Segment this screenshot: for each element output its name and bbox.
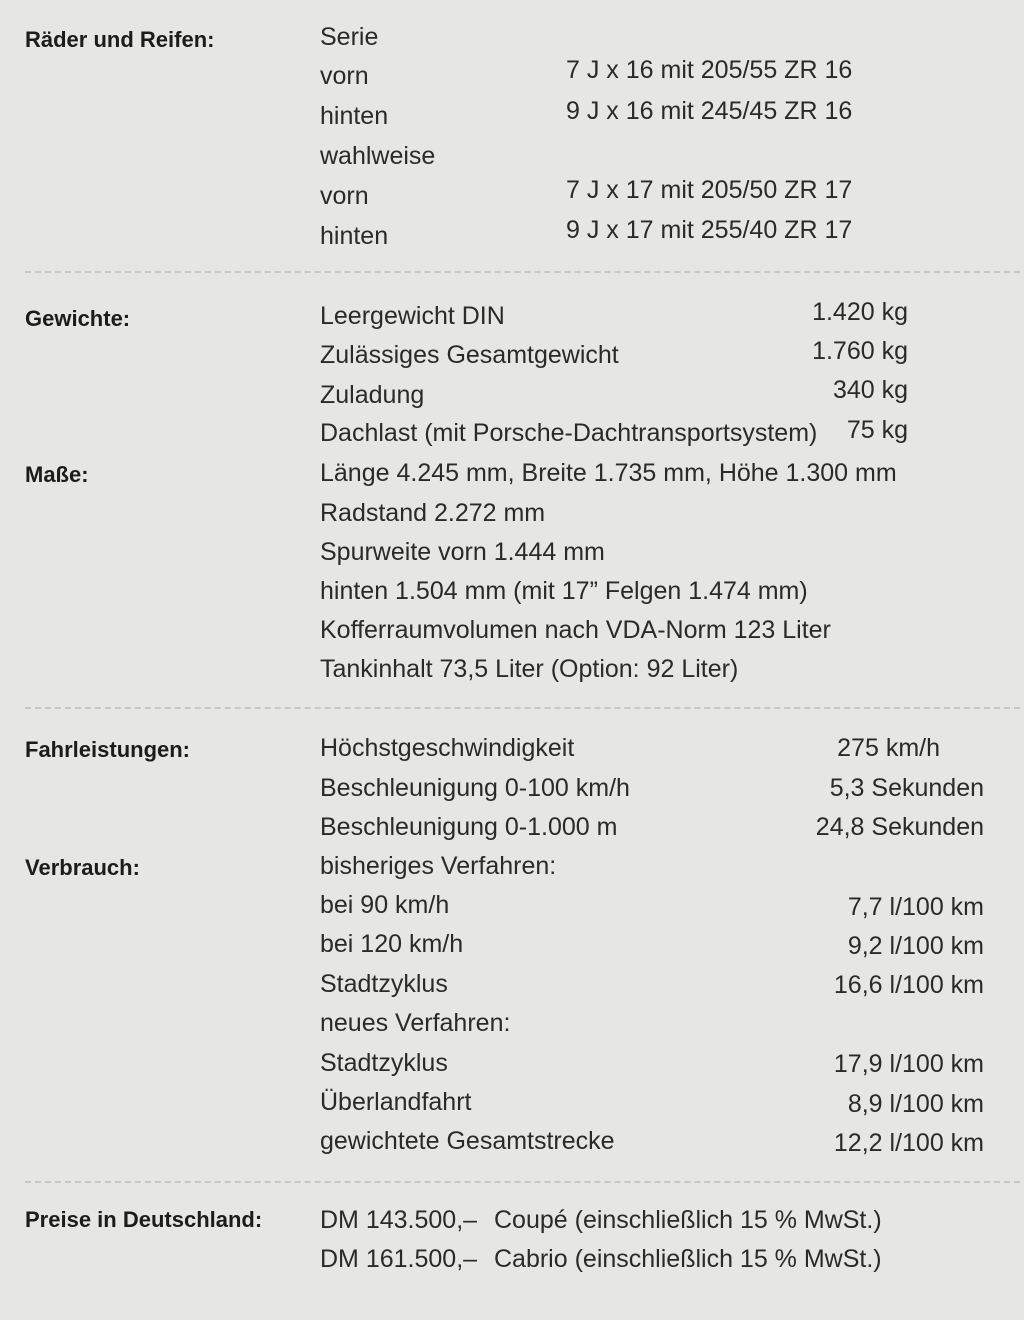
weight-name: Zuladung [320,381,425,409]
wheels-hinten-value: 9 J x 16 mit 245/45 ZR 16 [566,97,853,125]
consumption-value: 12,2 l/100 km [833,1129,984,1157]
wheels-hinten-label: hinten [320,102,389,130]
wheels-wahlweise: wahlweise [320,142,436,170]
consumption-old-heading: bisheriges Verfahren: [320,852,557,880]
consumption-name: Überlandfahrt [320,1088,472,1116]
performance-value: 275 km/h [837,734,940,762]
price-amount: DM 143.500,– [320,1206,478,1234]
weight-value: 75 kg [846,416,908,444]
section-label-performance: Fahrleistungen: [25,737,191,762]
performance-name: Beschleunigung 0-100 km/h [320,774,630,802]
consumption-new-heading: neues Verfahren: [320,1009,511,1037]
consumption-name: Stadtzyklus [320,970,448,998]
dimension-line: Kofferraumvolumen nach VDA-Norm 123 Liter [320,616,831,644]
performance-value: 24,8 Sekunden [815,813,984,841]
consumption-value: 8,9 l/100 km [847,1090,984,1118]
section-divider [25,707,1020,709]
dimension-line: Tankinhalt 73,5 Liter (Option: 92 Liter) [320,655,739,683]
weight-value: 340 kg [832,376,908,404]
consumption-value: 7,7 l/100 km [847,893,984,921]
section-label-wheels: Räder und Reifen: [25,27,215,52]
performance-name: Höchstgeschwindigkeit [320,734,575,762]
price-row [320,1206,882,1234]
consumption-name: Stadtzyklus [320,1049,448,1077]
price-description: Coupé (einschließlich 15 % MwSt.) [494,1206,882,1234]
performance-name: Beschleunigung 0-1.000 m [320,813,618,841]
weight-name: Dachlast (mit Porsche-Dachtransportsystem) [320,419,818,447]
dimension-line: Spurweite vorn 1.444 mm [320,538,605,566]
wheels-opt-vorn-label: vorn [320,182,369,210]
section-divider [25,1181,1020,1183]
price-row [320,1245,882,1273]
consumption-name: bei 90 km/h [320,891,450,919]
section-divider [25,271,1020,273]
consumption-name: gewichtete Gesamtstrecke [320,1127,615,1155]
wheels-serie: Serie [320,23,379,51]
price-amount: DM 161.500,– [320,1245,478,1273]
section-label-consumption: Verbrauch: [25,855,140,880]
wheels-vorn-label: vorn [320,62,369,90]
consumption-value: 17,9 l/100 km [833,1050,984,1078]
dimension-line: Radstand 2.272 mm [320,499,546,527]
consumption-value: 9,2 l/100 km [847,932,984,960]
wheels-vorn-value: 7 J x 16 mit 205/55 ZR 16 [566,56,853,84]
weight-value: 1.760 kg [812,337,908,365]
wheels-opt-hinten-label: hinten [320,222,389,250]
section-label-dimensions: Maße: [25,462,89,487]
weight-name: Leergewicht DIN [320,302,505,330]
dimension-line: hinten 1.504 mm (mit 17” Felgen 1.474 mm) [320,577,808,605]
section-label-weights: Gewichte: [25,306,131,331]
price-description: Cabrio (einschließlich 15 % MwSt.) [494,1245,882,1273]
wheels-opt-vorn-value: 7 J x 17 mit 205/50 ZR 17 [566,176,853,204]
weight-value: 1.420 kg [812,298,908,326]
consumption-name: bei 120 km/h [320,930,464,958]
weight-name: Zulässiges Gesamtgewicht [320,341,619,369]
wheels-opt-hinten-value: 9 J x 17 mit 255/40 ZR 17 [566,216,853,244]
consumption-value: 16,6 l/100 km [833,971,984,999]
section-label-prices: Preise in Deutschland: [25,1207,263,1232]
performance-value: 5,3 Sekunden [829,774,984,802]
dimension-line: Länge 4.245 mm, Breite 1.735 mm, Höhe 1.300 mm [320,459,897,487]
